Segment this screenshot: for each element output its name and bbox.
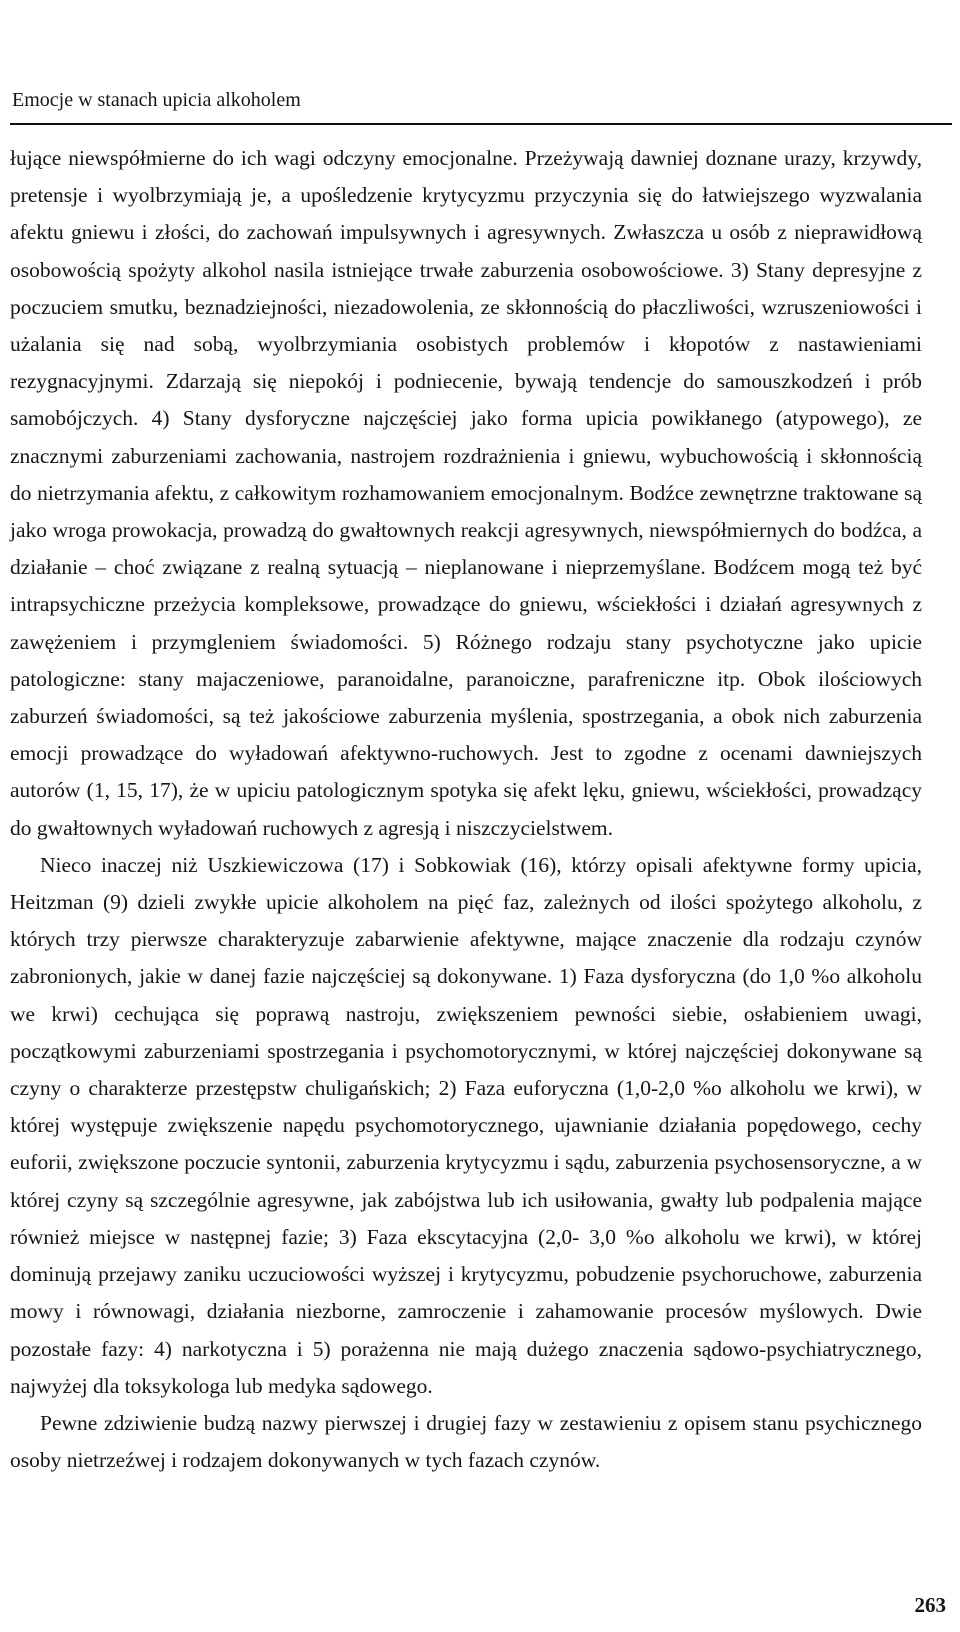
running-head: Emocje w stanach upicia alkoholem	[12, 89, 301, 111]
page-number: 263	[914, 1593, 946, 1617]
paragraph: łujące niewspółmierne do ich wagi odczyny emocjonalne. Przeżywają dawniej doznane urazy, krzywdy, pretensje i wyolbrzymiają je, a upośledzenie krytycyzmu przyczynia się do łatwiejszego wyzwalania afektu gniewu i złości, do zachowań impulsywnych i agresywnych. Zwłaszcza u osób z nieprawidłową osobowością spożyty alkohol nasila istniejące trwałe zaburzenia osobowościowe. 3) Stany depresyjne z poczuciem smutku, beznadziejności, niezadowolenia, ze skłonnością do płaczliwości, wzruszeniowości i użalania się nad sobą, wyolbrzymiania osobistych problemów i kłopotów z nastawieniami rezygnacyjnymi. Zdarzają się niepokój i podniecenie, bywają tendencje do samouszkodzeń i prób samobójczych. 4) Stany dysforyczne najczęściej jako forma upicia powikłanego (atypowego), ze znacznymi zaburzeniami zachowania, nastrojem rozdrażnienia i gniewu, wybuchowością i skłonnością do nietrzymania afektu, z całkowitym rozhamowaniem emocjonalnym. Bodźce zewnętrzne traktowane są jako wroga prowokacja, prowadzą do gwałtownych reakcji agresywnych, niewspółmiernych do bodźca, a działanie – choć związane z realną sytuacją – nieplanowane i nieprzemyślane. Bodźcem mogą też być intrapsychiczne przeżycia kompleksowe, prowadzące do gniewu, wściekłości i działań agresywnych z zawężeniem i przymgleniem świadomości. 5) Różnego rodzaju stany psychotyczne jako upicie patologiczne: stany majaczeniowe, paranoidalne, paranoiczne, parafreniczne itp. Obok ilościowych zaburzeń świadomości, są też jakościowe zaburzenia myślenia, spostrzegania, a obok nich zaburzenia emocji prowadzące do wyładowań afektywno-ruchowych. Jest to zgodne z ocenami dawniejszych autorów (1, 15, 17), że w upiciu patologicznym spotyka się afekt lęku, gniewu, wściekłości, prowadzący do gwałtownych wyładowań ruchowych z agresją i niszczycielstwem.	[10, 146, 922, 840]
body-text	[10, 140, 922, 1479]
paragraph: Nieco inaczej niż Uszkiewiczowa (17) i Sobkowiak (16), którzy opisali afektywne formy upicia, Heitzman (9) dzieli zwykłe upicie alkoholem na pięć faz, zależnych od ilości spożytego alkoholu, z których trzy pierwsze charakteryzuje zabarwienie afektywne, mające znaczenie dla rodzaju czynów zabronionych, jakie w danej fazie najczęściej są dokonywane. 1) Faza dysforyczna (do 1,0 %o alkoholu we krwi) cechująca się poprawą nastroju, zwiększeniem pewności siebie, osłabieniem uwagi, początkowymi zaburzeniami spostrzegania i psychomotorycznymi, w której najczęściej dokonywane są czyny o charakterze przestępstw chuligańskich; 2) Faza euforyczna (1,0-2,0 %o alkoholu we krwi), w której występuje zwiększenie napędu psychomotorycznego, ujawnianie działania popędowego, cechy euforii, zwiększone poczucie syntonii, zaburzenia krytycyzmu i sądu, zaburzenia psychosensoryczne, a w której czyny są szczególnie agresywne, jak zabójstwa lub ich usiłowania, gwałty lub podpalenia mające również miejsce w następnej fazie; 3) Faza ekscytacyjna (2,0- 3,0 %o alkoholu we krwi), w której dominują przejawy zaniku uczuciowości wyższej i krytycyzmu, pobudzenie psychoruchowe, zaburzenia mowy i równowagi, działania niezborne, zamroczenie i zahamowanie procesów myślowych. Dwie pozostałe fazy: 4) narkotyczna i 5) porażenna nie mają dużego znaczenia sądowo-psychiatrycznego, najwyżej dla toksykologa lub medyka sądowego.	[10, 852, 922, 1398]
header-rule	[10, 123, 952, 125]
paragraph: Pewne zdziwienie budzą nazwy pierwszej i drugiej fazy w zestawieniu z opisem stanu psychicznego osoby nietrzeźwej i rodzajem dokonywanych w tych fazach czynów.	[10, 1410, 922, 1473]
